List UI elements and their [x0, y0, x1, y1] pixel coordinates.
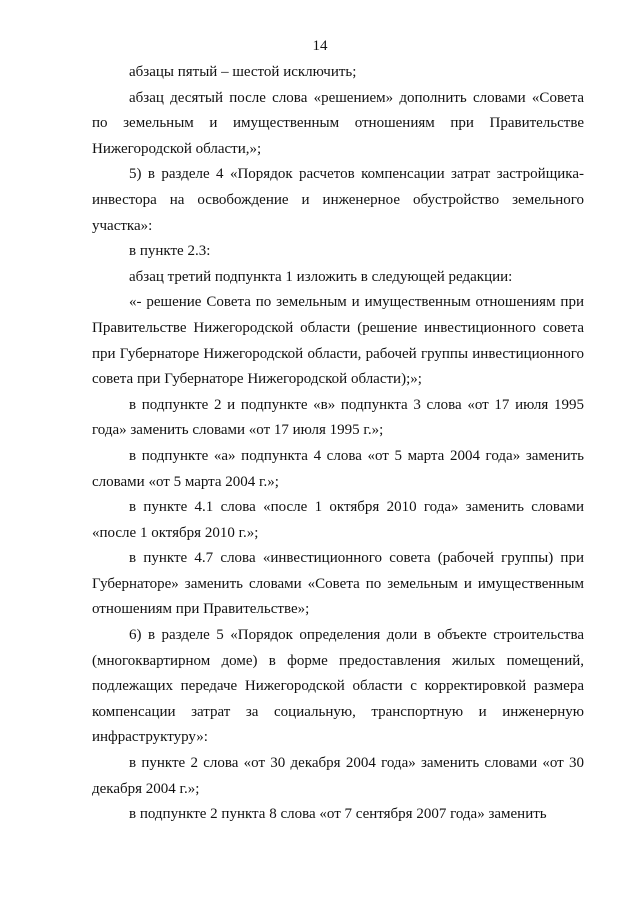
- paragraph: в подпункте «а» подпункта 4 слова «от 5 марта 2004 года» заменить словами «от 5 марта 2004 г.»;: [92, 447, 584, 490]
- paragraph: в пункте 4.7 слова «инвестиционного совета (рабочей группы) при Губернаторе» заменить словами «Совета по земельным и имущественным отношениям при Правительстве»;: [92, 550, 584, 618]
- paragraph: в пункте 2.3:: [129, 243, 211, 260]
- paragraph: в подпункте 2 и подпункте «в» подпункта 3 слова «от 17 июля 1995 года» заменить словами «от 17 июля 1995 г.»;: [92, 396, 584, 439]
- page-number: 14: [312, 38, 328, 54]
- paragraph: 5) в разделе 4 «Порядок расчетов компенсации затрат застройщика-инвестора на освобождение и инженерное обустройство земельного участка»:: [92, 166, 584, 234]
- document-body: [92, 60, 584, 828]
- paragraph: абзацы пятый – шестой исключить;: [129, 64, 357, 80]
- paragraph: в пункте 2 слова «от 30 декабря 2004 года» заменить словами «от 30 декабря 2004 г.»;: [92, 755, 584, 797]
- paragraph: в пункте 4.1 слова «после 1 октября 2010 года» заменить словами «после 1 октября 2010 г.»;: [92, 499, 584, 541]
- paragraph: 6) в разделе 5 «Порядок определения доли в объекте строительства (многоквартирном доме) в форме предоставления жилых помещений, подлежащих передаче Нижегородской области с корректировкой размера компенсации затрат за социальную, транспортную и инженерную инфраструктуру»:: [92, 627, 584, 746]
- paragraph: в подпункте 2 пункта 8 слова «от 7 сентября 2007 года» заменить: [129, 806, 547, 823]
- paragraph: абзац десятый после слова «решением» дополнить словами «Совета по земельным и имущественным отношениям при Правительстве Нижегородской области,»;: [92, 89, 584, 157]
- paragraph: абзац третий подпункта 1 изложить в следующей редакции:: [129, 268, 513, 285]
- paragraph: «- решение Совета по земельным и имущественным отношениям при Правительстве Нижегородской области (решение инвестиционного совета при Губернаторе Нижегородской области, рабочей группы инвестиционного совета при Губернаторе Нижегородской области);»;: [92, 294, 584, 388]
